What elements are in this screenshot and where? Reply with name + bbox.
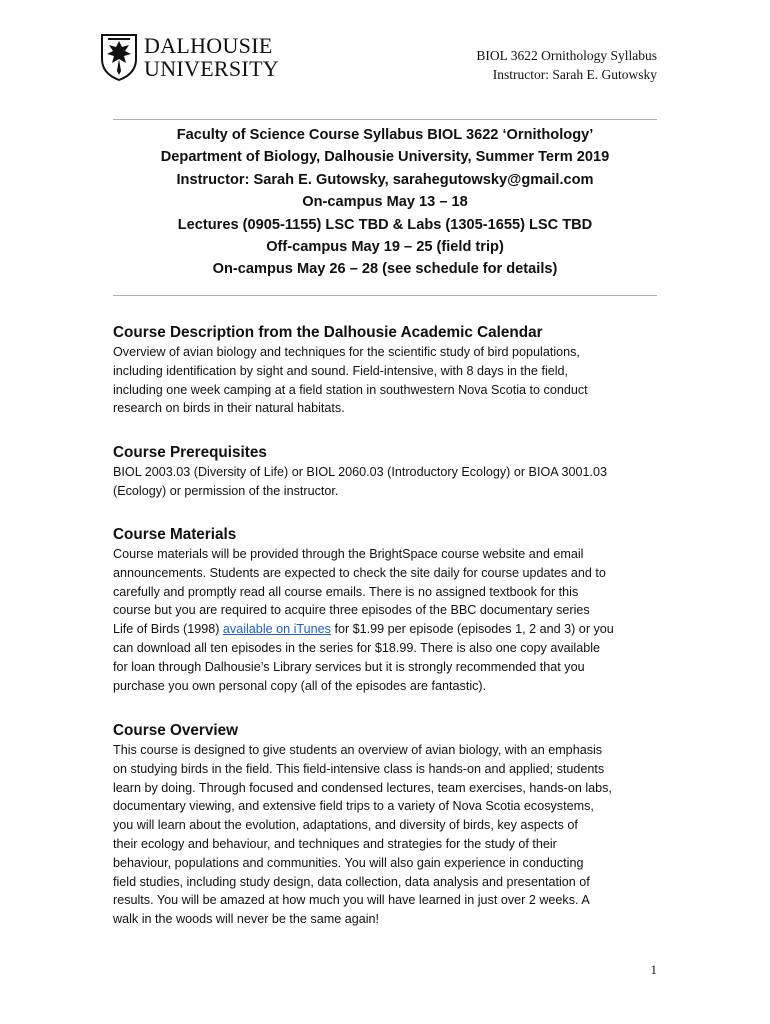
- body-line: results. You will be amazed at how much you will have learned in just over 2 weeks. A: [113, 893, 590, 908]
- body-line: for loan through Dalhousie’s Library services but it is strongly recommended that you: [113, 659, 585, 674]
- title-line: On-campus May 13 – 18: [302, 194, 468, 211]
- page-header: [476, 46, 657, 84]
- title-line: On-campus May 26 – 28 (see schedule for details): [212, 261, 558, 278]
- course-overview-section: [113, 721, 663, 929]
- section-heading: Course Overview: [113, 722, 238, 739]
- body-line: This course is designed to give students an overview of avian biology, with an emphasis: [113, 743, 603, 757]
- body-line-with-link: [113, 620, 663, 639]
- course-description-section: [113, 323, 663, 418]
- body-line: course but you are required to acquire three episodes of the BBC documentary series: [113, 603, 590, 618]
- logo-line-1: DALHOUSIE: [144, 33, 273, 58]
- body-line: their ecology and behaviour, and techniques and strategies for the study of their: [113, 836, 557, 851]
- header-instructor: Instructor: Sarah E. Gutowsky: [492, 67, 657, 82]
- bottom-divider: [113, 295, 657, 296]
- university-logo: [100, 33, 279, 81]
- title-line: Faculty of Science Course Syllabus BIOL 3622 ‘Ornithology’: [176, 127, 594, 143]
- logo-line-2: UNIVERSITY: [144, 56, 279, 81]
- section-body: [113, 741, 663, 929]
- section-body: [113, 545, 663, 695]
- body-line: research on birds in their natural habitats.: [113, 401, 345, 416]
- body-line: walk in the woods will never be the same again!: [113, 912, 380, 927]
- itunes-link[interactable]: available on iTunes: [222, 622, 331, 637]
- logo-wordmark: [144, 34, 279, 80]
- body-line: Overview of avian biology and techniques for the scientific study of bird populations,: [113, 345, 580, 359]
- body-line: on studying birds in the field. This field-intensive class is hands-on and applied; students: [113, 761, 605, 776]
- course-materials-section: [113, 525, 663, 695]
- header-course: BIOL 3622 Ornithology Syllabus: [476, 48, 657, 63]
- top-divider: [113, 119, 657, 120]
- body-line: BIOL 2003.03 (Diversity of Life) or BIOL 2060.03 (Introductory Ecology) or BIOA 3001.03: [113, 465, 607, 479]
- dalhousie-crest-icon: [100, 33, 138, 81]
- body-line: Course materials will be provided through the BrightSpace course website and email: [113, 547, 584, 561]
- body-line: including identification by sight and sound. Field-intensive, with 8 days in the field,: [113, 363, 569, 378]
- section-body: [113, 463, 663, 501]
- syllabus-title-block: [113, 124, 657, 281]
- page-number: 1: [650, 962, 657, 977]
- title-line: Department of Biology, Dalhousie University, Summer Term 2019: [160, 149, 610, 166]
- body-line: purchase you own personal copy (all of the episodes are fantastic).: [113, 678, 487, 693]
- body-line: announcements. Students are expected to check the site daily for course updates and to: [113, 565, 606, 580]
- section-heading: Course Prerequisites: [113, 444, 267, 461]
- body-line: you will learn about the evolution, adaptations, and diversity of birds, key aspects of: [113, 818, 578, 833]
- body-line: (Ecology) or permission of the instructor.: [113, 483, 339, 498]
- title-line: Instructor: Sarah E. Gutowsky, sarahegutowsky@gmail.com: [176, 171, 594, 188]
- link-line-prefix: Life of Birds (1998): [113, 622, 223, 637]
- title-line: Lectures (0905-1155) LSC TBD & Labs (1305-1655) LSC TBD: [177, 216, 593, 233]
- title-line: Off-campus May 19 – 25 (field trip): [266, 239, 504, 256]
- body-line: learn by doing. Through focused and condensed lectures, team exercises, hands-on labs,: [113, 780, 612, 795]
- body-line: carefully and promptly read all course emails. There is no assigned textbook for this: [113, 584, 579, 599]
- body-line: documentary viewing, and extensive field trips to a variety of Nova Scotia ecosystems,: [113, 799, 594, 814]
- section-body: [113, 343, 663, 418]
- body-line: behaviour, populations and communities. You will also gain experience in conducting: [113, 855, 584, 870]
- link-line-suffix: for $1.99 per episode (episodes 1, 2 and 3) or you: [330, 622, 614, 637]
- section-heading: Course Materials: [113, 526, 237, 543]
- body-line: can download all ten episodes in the series for $18.99. There is also one copy available: [113, 640, 601, 655]
- body-line: field studies, including study design, data collection, data analysis and presentation of: [113, 874, 590, 889]
- body-line: including one week camping at a field station in southwestern Nova Scotia to conduct: [113, 382, 588, 397]
- course-prerequisites-section: [113, 443, 663, 501]
- section-heading: Course Description from the Dalhousie Academic Calendar: [113, 324, 543, 341]
